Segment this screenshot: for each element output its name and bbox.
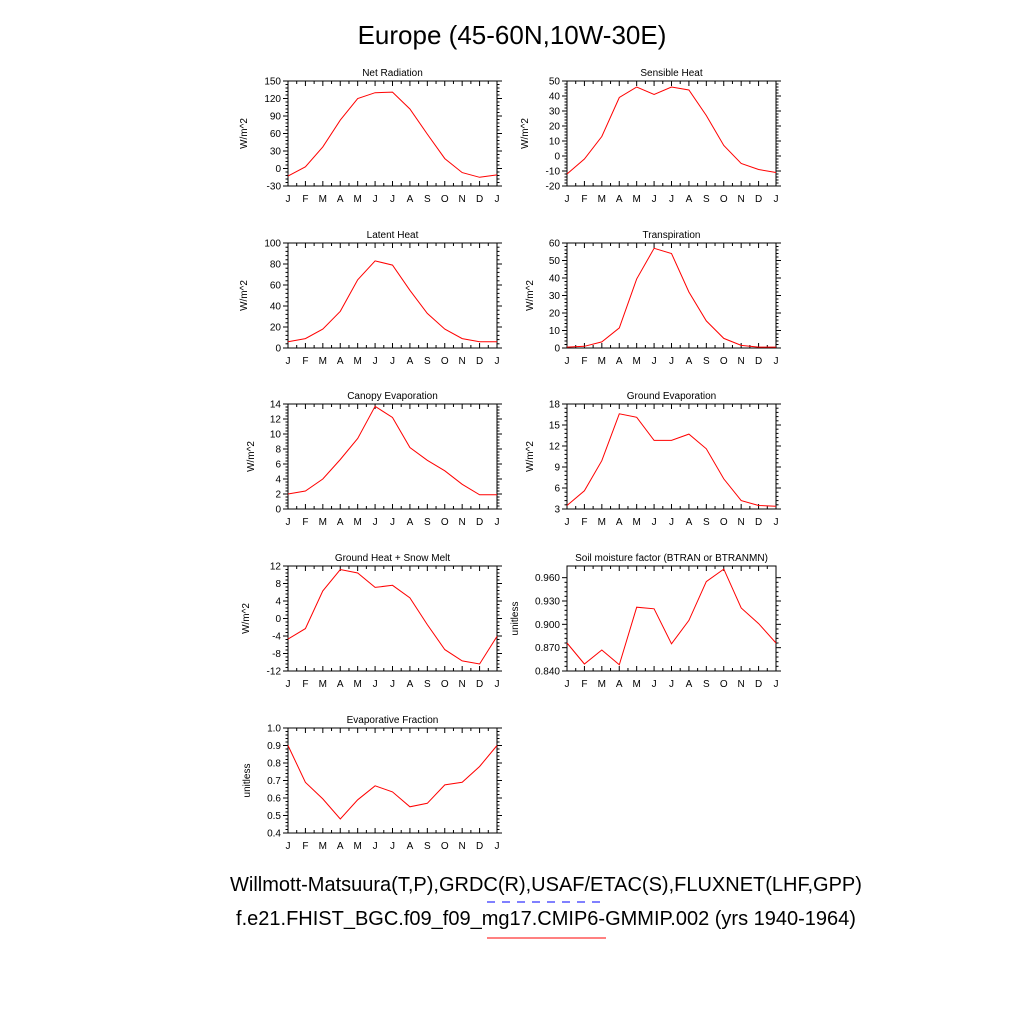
x-tick-label: M [632, 356, 641, 367]
panel-title: Ground Heat + Snow Melt [334, 553, 451, 564]
figure-title: Europe (45-60N,10W-30E) [357, 20, 667, 50]
y-tick-label: 0 [275, 164, 281, 175]
panel-8 [242, 715, 502, 852]
y-axis-label: W/m^2 [239, 118, 250, 149]
x-tick-label: J [773, 194, 779, 205]
x-tick-label: J [285, 841, 291, 852]
panel-frame [288, 566, 497, 671]
x-tick-label: J [494, 517, 500, 528]
panel-frame [567, 404, 776, 509]
panel-5 [525, 391, 781, 528]
x-tick-label: A [685, 517, 693, 528]
x-tick-label: S [423, 194, 431, 205]
panel-frame [567, 243, 776, 348]
y-tick-label: 6 [275, 459, 281, 471]
x-tick-label: J [494, 356, 500, 367]
x-tick-label: O [719, 679, 728, 690]
panel-title: Sensible Heat [640, 68, 703, 79]
panel-frame [567, 566, 776, 671]
x-tick-label: J [651, 356, 657, 367]
y-tick-label: 10 [548, 136, 560, 148]
series-line [288, 570, 497, 665]
y-axis-label: W/m^2 [525, 441, 536, 472]
x-tick-label: F [581, 194, 588, 205]
series-line [288, 261, 497, 342]
x-tick-label: O [719, 194, 728, 205]
x-tick-label: M [318, 356, 328, 367]
x-tick-label: M [318, 517, 328, 528]
x-tick-label: J [669, 194, 674, 205]
x-tick-label: D [754, 356, 763, 367]
x-tick-label: M [632, 517, 641, 528]
x-tick-label: J [651, 679, 657, 690]
x-tick-label: A [406, 356, 414, 367]
x-tick-label: O [719, 356, 728, 367]
panel-title: Evaporative Fraction [346, 715, 439, 726]
x-tick-label: A [336, 679, 344, 690]
x-tick-label: J [285, 356, 291, 367]
x-tick-label: M [597, 356, 607, 367]
y-tick-label: 60 [269, 129, 281, 140]
x-tick-label: J [390, 194, 395, 205]
x-tick-label: D [475, 194, 484, 205]
panel-3 [525, 230, 781, 367]
y-tick-label: -30 [266, 181, 281, 193]
panel-title: Canopy Evaporation [347, 391, 438, 402]
y-tick-label: 0.8 [267, 758, 281, 770]
x-tick-label: A [336, 841, 344, 852]
panels [239, 68, 781, 852]
x-tick-label: J [669, 356, 674, 367]
y-tick-label: 9 [554, 462, 560, 474]
x-tick-label: A [615, 194, 623, 205]
x-tick-label: M [318, 194, 328, 205]
y-tick-label: 0.9 [267, 741, 281, 752]
panel-title: Transpiration [642, 230, 701, 241]
x-tick-label: J [372, 194, 378, 205]
x-tick-label: M [632, 679, 641, 690]
x-tick-label: A [615, 679, 623, 690]
x-tick-label: D [754, 517, 763, 528]
x-tick-label: M [597, 517, 607, 528]
x-tick-label: J [372, 356, 378, 367]
y-tick-label: 4 [275, 474, 281, 486]
y-axis-label: unitless [510, 601, 521, 636]
x-tick-label: F [302, 841, 309, 852]
y-tick-label: -20 [545, 181, 560, 193]
x-tick-label: J [773, 517, 779, 528]
x-tick-label: N [737, 194, 745, 205]
y-tick-label: 10 [269, 429, 281, 441]
x-tick-label: A [615, 356, 623, 367]
x-tick-label: F [581, 679, 588, 690]
y-axis-label: unitless [242, 763, 253, 798]
x-tick-label: O [440, 517, 449, 528]
y-tick-label: 0 [275, 504, 281, 516]
y-tick-label: 80 [269, 259, 281, 271]
x-tick-label: F [581, 356, 588, 367]
y-tick-label: 15 [548, 420, 560, 432]
x-tick-label: J [773, 679, 779, 690]
y-tick-label: 4 [275, 596, 281, 608]
y-tick-label: 0.930 [534, 596, 560, 608]
x-tick-label: A [615, 517, 623, 528]
x-tick-label: D [754, 194, 763, 205]
x-tick-label: N [458, 517, 466, 528]
y-axis-label: W/m^2 [241, 603, 252, 634]
y-tick-label: 40 [269, 301, 281, 313]
x-tick-label: M [353, 194, 362, 205]
x-tick-label: M [597, 679, 607, 690]
y-tick-label: 2 [275, 489, 281, 501]
x-tick-label: J [285, 194, 291, 205]
y-tick-label: 50 [548, 76, 560, 88]
panel-frame [288, 243, 497, 348]
x-tick-label: M [632, 194, 641, 205]
y-tick-label: 60 [269, 280, 281, 292]
x-tick-label: M [353, 841, 362, 852]
x-tick-label: N [458, 356, 466, 367]
panel-1 [520, 68, 781, 205]
y-axis-label: W/m^2 [520, 118, 531, 149]
x-tick-label: N [458, 679, 466, 690]
y-tick-label: 100 [264, 238, 281, 250]
series-line [288, 406, 497, 495]
y-tick-label: 30 [548, 291, 560, 302]
x-tick-label: J [372, 517, 378, 528]
x-tick-label: J [564, 356, 570, 367]
x-tick-label: A [685, 679, 693, 690]
x-tick-label: D [475, 356, 484, 367]
x-tick-label: J [390, 517, 395, 528]
y-tick-label: 8 [275, 579, 281, 590]
panel-title: Soil moisture factor (BTRAN or BTRANMN) [575, 553, 768, 564]
x-tick-label: N [737, 356, 745, 367]
x-tick-label: N [737, 517, 745, 528]
y-tick-label: 12 [548, 441, 560, 453]
x-tick-label: S [423, 356, 431, 367]
y-tick-label: 150 [264, 76, 281, 88]
y-tick-label: 0.960 [534, 573, 560, 585]
y-tick-label: 0.840 [534, 666, 560, 678]
panel-0 [239, 68, 502, 205]
panel-frame [567, 81, 776, 186]
x-tick-label: O [440, 679, 449, 690]
x-tick-label: F [302, 517, 309, 528]
x-tick-label: F [302, 356, 309, 367]
x-tick-label: J [564, 517, 570, 528]
y-tick-label: 120 [264, 94, 281, 105]
y-axis-label: W/m^2 [525, 280, 536, 311]
series-line [288, 92, 497, 177]
y-tick-label: -4 [272, 631, 281, 643]
y-tick-label: 12 [269, 561, 281, 573]
y-tick-label: -8 [272, 649, 281, 660]
y-tick-label: 14 [269, 399, 281, 411]
panel-title: Ground Evaporation [626, 391, 717, 402]
x-tick-label: J [773, 356, 779, 367]
y-tick-label: 40 [548, 91, 560, 103]
y-tick-label: 6 [554, 483, 560, 495]
x-tick-label: A [336, 356, 344, 367]
x-tick-label: A [685, 194, 693, 205]
x-tick-label: M [318, 679, 328, 690]
footer-line-2: f.e21.FHIST_BGC.f09_f09_mg17.CMIP6-GMMIP.002 (yrs 1940-1964) [236, 908, 856, 930]
y-tick-label: -12 [266, 666, 281, 678]
series-line [288, 746, 497, 820]
x-tick-label: O [440, 356, 449, 367]
x-tick-label: J [372, 679, 378, 690]
x-tick-label: O [440, 841, 449, 852]
y-tick-label: 90 [269, 111, 281, 123]
x-tick-label: J [494, 841, 500, 852]
x-tick-label: M [597, 194, 607, 205]
x-tick-label: M [353, 517, 362, 528]
x-tick-label: J [390, 356, 395, 367]
y-tick-label: 0 [275, 614, 281, 625]
x-tick-label: J [494, 194, 500, 205]
x-tick-label: M [353, 356, 362, 367]
x-tick-label: S [702, 194, 710, 205]
x-tick-label: J [285, 679, 291, 690]
series-line [567, 569, 776, 665]
y-tick-label: 1.0 [267, 723, 281, 735]
y-tick-label: 0.4 [267, 828, 281, 840]
x-tick-label: J [651, 517, 657, 528]
x-tick-label: A [406, 517, 414, 528]
x-tick-label: J [669, 679, 674, 690]
x-tick-label: D [754, 679, 763, 690]
y-axis-label: W/m^2 [239, 280, 250, 311]
x-tick-label: J [390, 679, 395, 690]
y-tick-label: 0.5 [267, 811, 281, 822]
y-tick-label: 8 [275, 444, 281, 456]
y-axis-label: W/m^2 [246, 441, 257, 472]
series-line [567, 414, 776, 506]
x-tick-label: N [737, 679, 745, 690]
x-tick-label: S [423, 679, 431, 690]
panel-frame [288, 728, 497, 833]
y-tick-label: 20 [548, 121, 560, 133]
x-tick-label: A [685, 356, 693, 367]
x-tick-label: O [440, 194, 449, 205]
x-tick-label: A [406, 194, 414, 205]
x-tick-label: M [353, 679, 362, 690]
panel-6 [241, 553, 502, 690]
y-tick-label: 0 [554, 343, 560, 355]
x-tick-label: S [702, 679, 710, 690]
x-tick-label: D [475, 841, 484, 852]
x-tick-label: D [475, 679, 484, 690]
series-line [567, 248, 776, 347]
y-tick-label: 12 [269, 414, 281, 426]
x-tick-label: A [406, 841, 414, 852]
x-tick-label: N [458, 194, 466, 205]
panel-frame [288, 404, 497, 509]
y-tick-label: 0.870 [534, 643, 560, 655]
x-tick-label: J [285, 517, 291, 528]
footer-line-1: Willmott-Matsuura(T,P),GRDC(R),USAF/ETAC(S),FLUXNET(LHF,GPP) [230, 874, 862, 896]
x-tick-label: J [372, 841, 378, 852]
y-tick-label: 50 [548, 256, 560, 267]
x-tick-label: A [406, 679, 414, 690]
x-tick-label: S [702, 517, 710, 528]
y-tick-label: 0.6 [267, 793, 281, 805]
y-tick-label: 20 [269, 322, 281, 334]
x-tick-label: J [669, 517, 674, 528]
x-tick-label: M [318, 841, 328, 852]
x-tick-label: J [390, 841, 395, 852]
y-tick-label: 0.900 [534, 619, 560, 631]
x-tick-label: J [651, 194, 657, 205]
x-tick-label: S [702, 356, 710, 367]
y-tick-label: 40 [548, 273, 560, 285]
x-tick-label: O [719, 517, 728, 528]
x-tick-label: F [302, 194, 309, 205]
panel-4 [246, 391, 502, 528]
y-tick-label: -10 [545, 166, 560, 178]
y-tick-label: 20 [548, 308, 560, 320]
y-tick-label: 3 [554, 504, 560, 516]
x-tick-label: J [564, 679, 570, 690]
x-tick-label: J [494, 679, 500, 690]
panel-7 [510, 553, 781, 690]
panel-2 [239, 230, 502, 367]
x-tick-label: A [336, 517, 344, 528]
y-tick-label: 0 [275, 343, 281, 355]
y-tick-label: 0.7 [267, 776, 281, 787]
series-line [567, 87, 776, 174]
x-tick-label: A [336, 194, 344, 205]
y-tick-label: 30 [269, 146, 281, 158]
y-tick-label: 0 [554, 151, 560, 163]
x-tick-label: F [581, 517, 588, 528]
x-tick-label: N [458, 841, 466, 852]
x-tick-label: D [475, 517, 484, 528]
x-tick-label: S [423, 841, 431, 852]
y-tick-label: 18 [548, 399, 560, 411]
y-tick-label: 30 [548, 106, 560, 118]
panel-title: Net Radiation [362, 68, 423, 79]
x-tick-label: J [564, 194, 570, 205]
panel-title: Latent Heat [366, 230, 419, 241]
x-tick-label: F [302, 679, 309, 690]
y-tick-label: 60 [548, 238, 560, 250]
panel-frame [288, 81, 497, 186]
y-tick-label: 10 [548, 326, 560, 337]
x-tick-label: S [423, 517, 431, 528]
